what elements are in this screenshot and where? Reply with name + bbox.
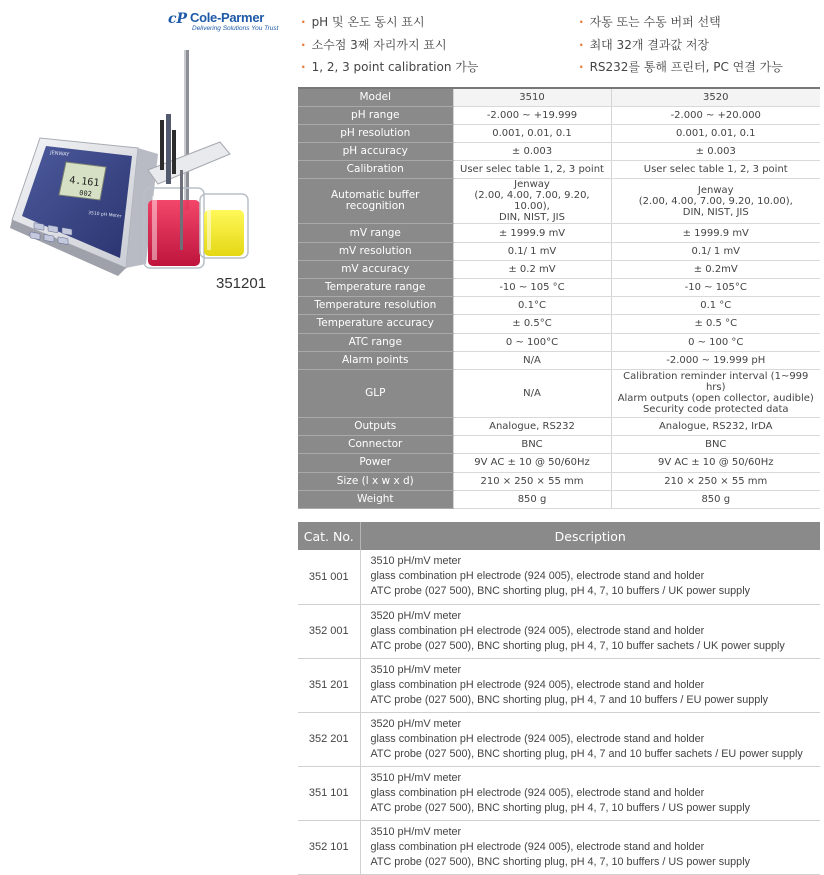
spec-row bbox=[298, 143, 820, 161]
spec-label: pH resolution bbox=[298, 124, 453, 142]
feature-item: · RS232를 통해 프린터, PC 연결 가능 bbox=[579, 60, 783, 74]
cat-no: 352 201 bbox=[298, 712, 360, 766]
brand-name: Cole-Parmer bbox=[190, 10, 265, 25]
description-line: ATC probe (027 500), BNC shorting plug, pH 4, 7, 10 buffers / US power supply bbox=[370, 801, 750, 814]
model-3510-header: 3510 bbox=[453, 88, 611, 106]
device-brand-label: JENWAY bbox=[49, 150, 70, 158]
cat-no-header: Cat. No. bbox=[298, 522, 360, 550]
spec-value-line: Security code protected data bbox=[642, 404, 789, 416]
spec-value-3520: User selec table 1, 2, 3 point bbox=[611, 161, 820, 179]
description-line: ATC probe (027 500), BNC shorting plug, pH 4, 7 and 10 buffers / EU power supply bbox=[370, 693, 769, 706]
spec-value-3510: BNC bbox=[453, 436, 611, 454]
description-line: ATC probe (027 500), BNC shorting plug, pH 4, 7, 10 buffers / UK power supply bbox=[370, 585, 750, 598]
spec-value-line: (2.00, 4.00, 7.00, 9.20, 10.00), bbox=[638, 195, 793, 207]
spec-value-3520: 0.1/ 1 mV bbox=[611, 242, 820, 260]
spec-row bbox=[298, 124, 820, 142]
description-line: glass combination pH electrode (924 005), electrode stand and holder bbox=[370, 786, 705, 799]
spec-row bbox=[298, 454, 820, 472]
spec-value-3520: 210 × 250 × 55 mm bbox=[611, 472, 820, 490]
spec-label: Automatic buffer recognition bbox=[298, 179, 453, 224]
spec-value-3520: 850 g bbox=[611, 490, 820, 508]
description-line: 3510 pH/mV meter bbox=[370, 663, 462, 676]
description-line: ATC probe (027 500), BNC shorting plug, pH 4, 7, 10 buffers / US power supply bbox=[370, 855, 750, 868]
description-line: ATC probe (027 500), BNC shorting plug, pH 4, 7, 10 buffer sachets / UK power supply bbox=[370, 639, 785, 652]
spec-value-3510: 9V AC ± 10 @ 50/60Hz bbox=[453, 454, 611, 472]
spec-value-3510: N/A bbox=[453, 369, 611, 417]
description-line: glass combination pH electrode (924 005), electrode stand and holder bbox=[370, 840, 705, 853]
feature-item: · 최대 32개 결과값 저장 bbox=[579, 38, 710, 52]
feature-item: · 자동 또는 수동 버퍼 선택 bbox=[579, 15, 721, 29]
spec-row bbox=[298, 242, 820, 260]
product-code: 351201 bbox=[216, 275, 267, 292]
description-line: 3520 pH/mV meter bbox=[370, 717, 462, 730]
spec-row bbox=[298, 351, 820, 369]
spec-row bbox=[298, 161, 820, 179]
catalog-description bbox=[360, 820, 820, 874]
description-line: glass combination pH electrode (924 005), electrode stand and holder bbox=[370, 570, 705, 583]
spec-value-3520: 9V AC ± 10 @ 50/60Hz bbox=[611, 454, 820, 472]
spec-value-3510: 0.001, 0.01, 0.1 bbox=[453, 124, 611, 142]
spec-value-line: (2.00, 4.00, 7.00, 9.20, 10.00), bbox=[474, 190, 590, 213]
spec-value-line: Jenway bbox=[697, 184, 734, 196]
spec-label: Temperature resolution bbox=[298, 297, 453, 315]
catalog-row bbox=[298, 766, 820, 820]
spec-value-3510 bbox=[453, 179, 611, 224]
meter-display bbox=[59, 162, 106, 200]
description-line: ATC probe (027 500), BNC shorting plug, pH 4, 7 and 10 buffer sachets / EU power supply bbox=[370, 747, 803, 760]
spec-label: pH range bbox=[298, 106, 453, 124]
spec-value-3510: 0.1°C bbox=[453, 297, 611, 315]
spec-label: Size (l x w x d) bbox=[298, 472, 453, 490]
specifications-table bbox=[298, 87, 820, 509]
spec-value-3510: -10 ~ 105 °C bbox=[453, 279, 611, 297]
bullet-dot-icon: · bbox=[301, 15, 306, 29]
spec-label: Power bbox=[298, 454, 453, 472]
specs-header-row bbox=[298, 88, 820, 106]
spec-value-3520: ± 0.2mV bbox=[611, 260, 820, 278]
bullet-dot-icon: · bbox=[579, 60, 584, 74]
spec-label: mV range bbox=[298, 224, 453, 242]
spec-value-3510: Analogue, RS232 bbox=[453, 417, 611, 435]
catalog-row bbox=[298, 604, 820, 658]
spec-row bbox=[298, 490, 820, 508]
spec-value-3510: 850 g bbox=[453, 490, 611, 508]
spec-label: GLP bbox=[298, 369, 453, 417]
electrode-stand bbox=[148, 50, 230, 210]
description-line: 3510 pH/mV meter bbox=[370, 771, 462, 784]
catalog-row bbox=[298, 820, 820, 874]
spec-label: Outputs bbox=[298, 417, 453, 435]
bullet-dot-icon: · bbox=[301, 60, 306, 74]
description-header: Description bbox=[360, 522, 820, 550]
spec-row bbox=[298, 297, 820, 315]
spec-row bbox=[298, 369, 820, 417]
spec-value-3520: ± 0.003 bbox=[611, 143, 820, 161]
brand-tagline: Delivering Solutions You Trust bbox=[192, 25, 279, 32]
description-line: glass combination pH electrode (924 005), electrode stand and holder bbox=[370, 732, 705, 745]
bullet-dot-icon: · bbox=[579, 15, 584, 29]
spec-row bbox=[298, 260, 820, 278]
spec-value-3510: ± 0.5°C bbox=[453, 315, 611, 333]
description-line: glass combination pH electrode (924 005), electrode stand and holder bbox=[370, 624, 705, 637]
spec-row bbox=[298, 436, 820, 454]
spec-value-line: Calibration reminder interval (1~999 hrs) bbox=[623, 371, 809, 394]
spec-value-3510: ± 0.2 mV bbox=[453, 260, 611, 278]
spec-value-line: Alarm outputs (open collector, audible) bbox=[617, 393, 814, 405]
feature-item: · 1, 2, 3 point calibration 가능 bbox=[301, 60, 479, 74]
spec-row bbox=[298, 417, 820, 435]
spec-value-3510: ± 0.003 bbox=[453, 143, 611, 161]
spec-label: Temperature range bbox=[298, 279, 453, 297]
spec-value-3520: ± 0.5 °C bbox=[611, 315, 820, 333]
spec-value-3510: ± 1999.9 mV bbox=[453, 224, 611, 242]
spec-value-3520: Analogue, RS232, IrDA bbox=[611, 417, 820, 435]
catalog-description bbox=[360, 604, 820, 658]
description-line: 3520 pH/mV meter bbox=[370, 609, 462, 622]
catalog-description bbox=[360, 658, 820, 712]
catalog-body bbox=[298, 550, 820, 874]
cat-no: 351 101 bbox=[298, 766, 360, 820]
meter-body bbox=[10, 138, 158, 276]
bullet-dot-icon: · bbox=[579, 38, 584, 52]
spec-label: Calibration bbox=[298, 161, 453, 179]
spec-label: Weight bbox=[298, 490, 453, 508]
cp-logo-mark-icon: cP bbox=[168, 11, 188, 27]
spec-value-3520: -10 ~ 105°C bbox=[611, 279, 820, 297]
spec-value-3520: -2.000 ~ +20.000 bbox=[611, 106, 820, 124]
spec-label: Alarm points bbox=[298, 351, 453, 369]
spec-label: Temperature accuracy bbox=[298, 315, 453, 333]
feature-item: · pH 및 온도 동시 표시 bbox=[301, 15, 425, 29]
catalog-row bbox=[298, 550, 820, 604]
specifications-body bbox=[298, 88, 820, 508]
spec-value-3510: -2.000 ~ +19.999 bbox=[453, 106, 611, 124]
spec-row bbox=[298, 333, 820, 351]
spec-label: Connector bbox=[298, 436, 453, 454]
spec-value-3520: ± 1999.9 mV bbox=[611, 224, 820, 242]
catalog-header-row bbox=[298, 522, 820, 550]
feature-item: · 소수점 3째 자리까지 표시 bbox=[301, 38, 447, 52]
bullet-dot-icon: · bbox=[301, 38, 306, 52]
display-reading: 4.161 bbox=[68, 175, 100, 190]
catalog-description bbox=[360, 766, 820, 820]
spec-value-line: DIN, NIST, JIS bbox=[682, 206, 749, 218]
yellow-buffer-beaker bbox=[200, 194, 248, 258]
catalog-description bbox=[360, 712, 820, 766]
spec-row bbox=[298, 279, 820, 297]
spec-label: ATC range bbox=[298, 333, 453, 351]
spec-value-line: DIN, NIST, JIS bbox=[499, 212, 565, 224]
spec-label: pH accuracy bbox=[298, 143, 453, 161]
display-sub-reading: 002 bbox=[78, 189, 93, 199]
spec-value-3520: 0.001, 0.01, 0.1 bbox=[611, 124, 820, 142]
spec-label: Model bbox=[298, 88, 453, 106]
model-3520-header: 3520 bbox=[611, 88, 820, 106]
spec-row bbox=[298, 106, 820, 124]
spec-row bbox=[298, 179, 820, 224]
description-line: 3510 pH/mV meter bbox=[370, 555, 462, 568]
cat-no: 352 101 bbox=[298, 820, 360, 874]
spec-value-3520: 0 ~ 100 °C bbox=[611, 333, 820, 351]
catalog-row bbox=[298, 712, 820, 766]
ph-meter-product-image bbox=[8, 50, 270, 280]
catalog-description bbox=[360, 550, 820, 604]
spec-value-3510: 0 ~ 100°C bbox=[453, 333, 611, 351]
cat-no: 352 001 bbox=[298, 604, 360, 658]
spec-value-3520: BNC bbox=[611, 436, 820, 454]
catalog-table bbox=[298, 522, 820, 875]
spec-value-3520 bbox=[611, 369, 820, 417]
description-line: 3510 pH/mV meter bbox=[370, 825, 462, 838]
spec-value-3510: 210 × 250 × 55 mm bbox=[453, 472, 611, 490]
spec-value-3520: 0.1 °C bbox=[611, 297, 820, 315]
spec-row bbox=[298, 472, 820, 490]
cat-no: 351 001 bbox=[298, 550, 360, 604]
spec-value-3510: N/A bbox=[453, 351, 611, 369]
spec-row bbox=[298, 224, 820, 242]
spec-value-3520 bbox=[611, 179, 820, 224]
spec-label: mV resolution bbox=[298, 242, 453, 260]
spec-value-line: Jenway bbox=[514, 179, 550, 191]
spec-value-3510: User selec table 1, 2, 3 point bbox=[453, 161, 611, 179]
description-line: glass combination pH electrode (924 005), electrode stand and holder bbox=[370, 678, 705, 691]
spec-row bbox=[298, 315, 820, 333]
spec-value-3520: -2.000 ~ 19.999 pH bbox=[611, 351, 820, 369]
device-model-label: 3510 pH Meter bbox=[87, 211, 122, 220]
cole-parmer-logo bbox=[168, 9, 278, 35]
catalog-row bbox=[298, 658, 820, 712]
spec-label: mV accuracy bbox=[298, 260, 453, 278]
cat-no: 351 201 bbox=[298, 658, 360, 712]
spec-value-3510: 0.1/ 1 mV bbox=[453, 242, 611, 260]
